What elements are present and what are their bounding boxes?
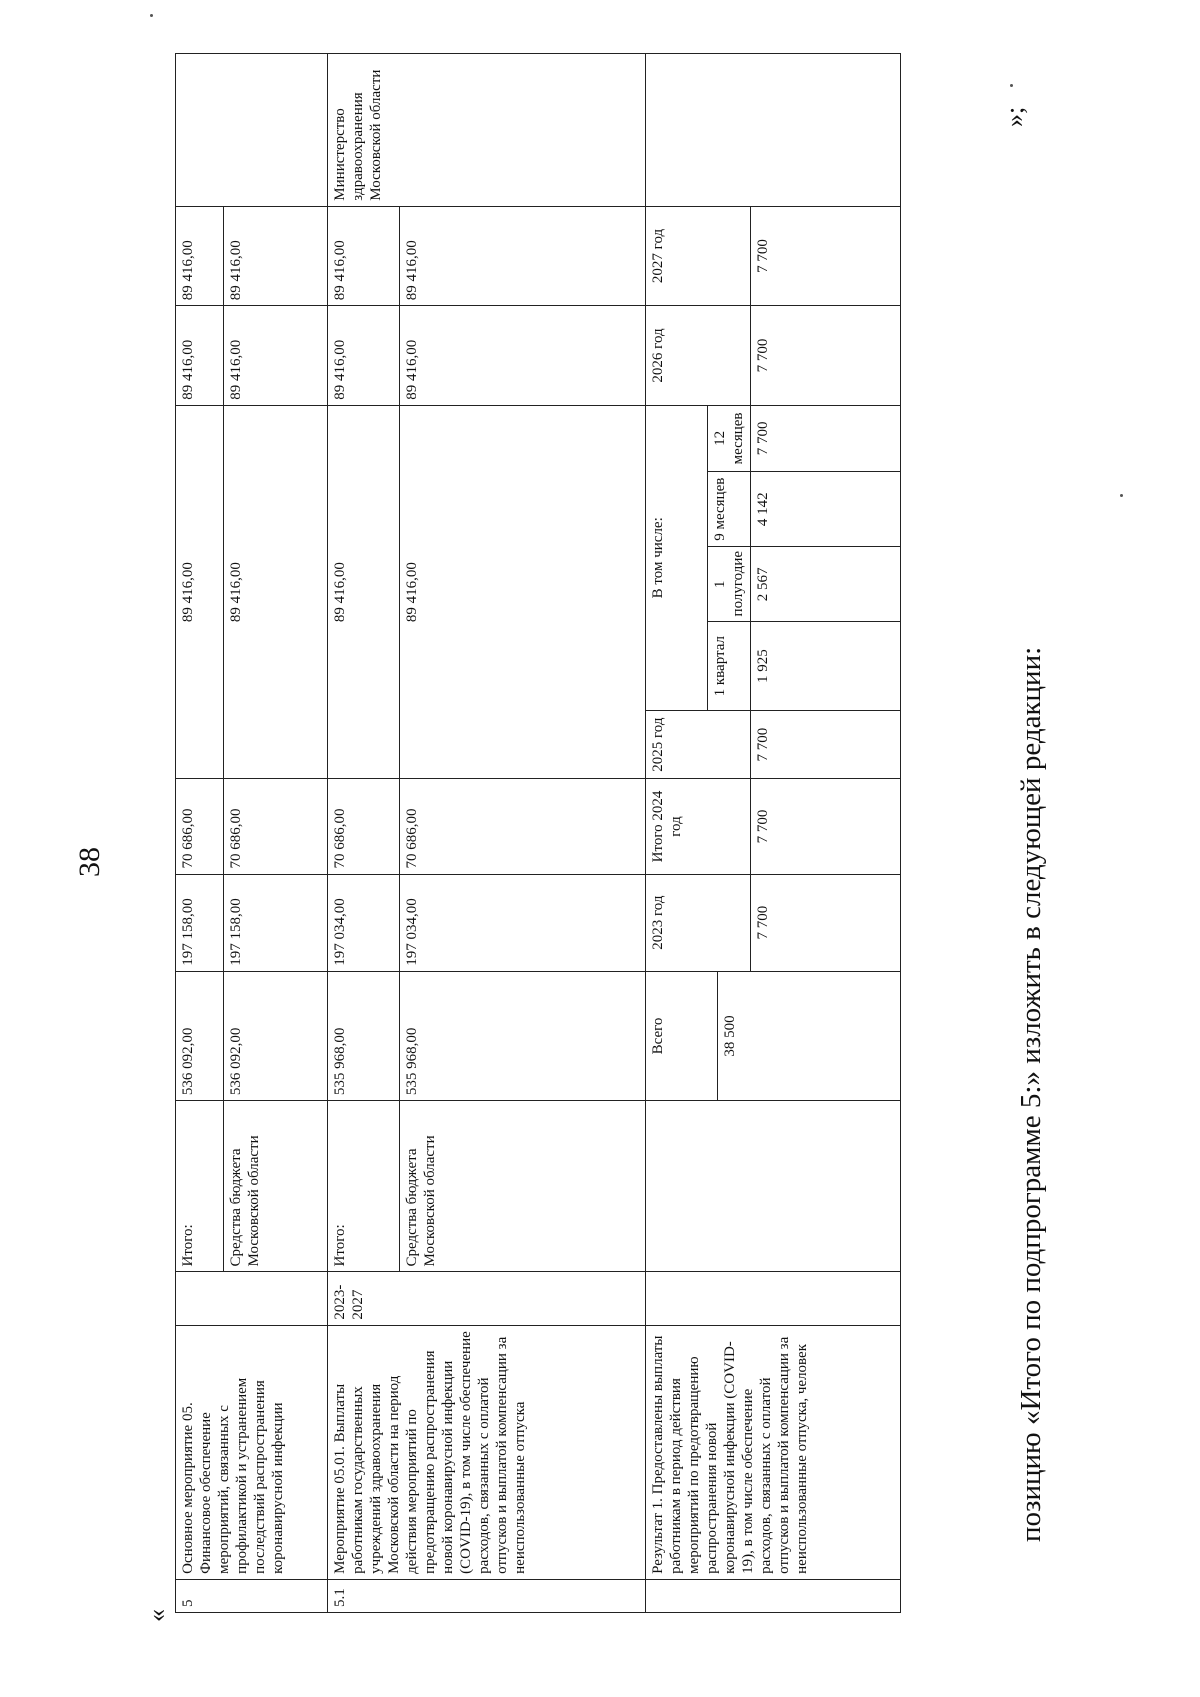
source-2027-value: 89 416,00 bbox=[224, 206, 328, 306]
total-2027-value: 89 416,00 bbox=[176, 206, 224, 306]
page-number: 38 bbox=[73, 847, 106, 877]
total-2024-value: 70 686,00 bbox=[328, 779, 400, 874]
result-source-cell bbox=[646, 1101, 901, 1272]
activity-name: Мероприятие 05.01. Выплаты работникам государственных учреждений здравоохранения Московской области на период действия мероприятий по предотвращению распространения новой коронавирусной инфекции (COVID-19), в том числе обеспечение расходов, связанных с оплатой отпусков и выплатой компенсации за неиспользованные отпуска bbox=[328, 1325, 646, 1579]
activity-name: Основное мероприятие 05. Финансовое обеспечение мероприятий, связанных с профилактикой и устранением последствий распространения коронавирусной инфекции bbox=[176, 1325, 328, 1579]
result-name: Результат 1. Предоставлены выплаты работникам в период действия мероприятий по предотвращению распространения новой коронавирусной инфекции (COVID-19), в том числе обеспечение расходов, связанных с оплатой отпусков и выплатой компенсации за неиспользованные отпуска, человек bbox=[646, 1325, 901, 1579]
responsible-cell: Министерство здравоохранения Московской области bbox=[328, 54, 646, 207]
scan-speck bbox=[1010, 84, 1013, 87]
header-2024: Итого 2024 год bbox=[646, 779, 751, 874]
total-2024-value: 70 686,00 bbox=[176, 779, 224, 874]
source-all-value: 535 968,00 bbox=[400, 971, 646, 1100]
source-2023-value: 197 158,00 bbox=[224, 874, 328, 971]
value-total: 38 500 bbox=[718, 971, 901, 1100]
period-cell: 2023-2027 bbox=[328, 1272, 646, 1325]
program-table bbox=[175, 53, 901, 1613]
result-number-cell bbox=[646, 1579, 901, 1612]
total-2026-value: 89 416,00 bbox=[176, 306, 224, 406]
value-2027: 7 700 bbox=[751, 206, 901, 306]
value-2024: 7 700 bbox=[751, 779, 901, 874]
total-label: Итого: bbox=[176, 1101, 224, 1272]
responsible-cell bbox=[176, 54, 328, 207]
total-all-value: 535 968,00 bbox=[328, 971, 400, 1100]
table-row bbox=[176, 54, 224, 1613]
table-row bbox=[328, 54, 400, 1613]
source-2026-value: 89 416,00 bbox=[224, 306, 328, 406]
total-2026-value: 89 416,00 bbox=[328, 306, 400, 406]
source-2026-value: 89 416,00 bbox=[400, 306, 646, 406]
result-responsible-cell bbox=[646, 54, 901, 207]
header-including: В том числе: bbox=[646, 405, 708, 710]
header-months-9: 9 месяцев bbox=[708, 472, 751, 547]
scan-speck bbox=[1120, 494, 1123, 497]
value-2025: 7 700 bbox=[751, 710, 901, 779]
header-months-12: 12 месяцев bbox=[708, 405, 751, 471]
opening-quote-mark: « bbox=[142, 1609, 171, 1622]
source-2027-value: 89 416,00 bbox=[400, 206, 646, 306]
total-all-value: 536 092,00 bbox=[176, 971, 224, 1100]
value-months-12: 7 700 bbox=[751, 405, 901, 471]
value-2023: 7 700 bbox=[751, 874, 901, 971]
period-cell bbox=[176, 1272, 328, 1325]
source-2023-value: 197 034,00 bbox=[400, 874, 646, 971]
total-2025-value: 89 416,00 bbox=[176, 405, 224, 779]
value-half-year-1: 2 567 bbox=[751, 547, 901, 622]
total-2025-value: 89 416,00 bbox=[328, 405, 400, 779]
closing-quote-mark: »; bbox=[1000, 106, 1029, 127]
total-2027-value: 89 416,00 bbox=[328, 206, 400, 306]
table-row bbox=[646, 54, 708, 1613]
row-number: 5 bbox=[176, 1579, 328, 1612]
source-label: Средства бюджета Московской области bbox=[224, 1101, 328, 1272]
source-label: Средства бюджета Московской области bbox=[400, 1101, 646, 1272]
result-period-cell bbox=[646, 1272, 901, 1325]
instruction-text: позицию «Итого по подпрограмме 5:» изложить в следующей редакции: bbox=[1015, 646, 1047, 1542]
source-2025-value: 89 416,00 bbox=[400, 405, 646, 779]
total-label: Итого: bbox=[328, 1101, 400, 1272]
value-2026: 7 700 bbox=[751, 306, 901, 406]
header-2026: 2026 год bbox=[646, 306, 751, 406]
header-2023: 2023 год bbox=[646, 874, 751, 971]
value-quarter-1: 1 925 bbox=[751, 622, 901, 710]
total-2023-value: 197 034,00 bbox=[328, 874, 400, 971]
source-all-value: 536 092,00 bbox=[224, 971, 328, 1100]
header-half-year-1: 1 полугодие bbox=[708, 547, 751, 622]
source-2024-value: 70 686,00 bbox=[224, 779, 328, 874]
header-quarter-1: 1 квартал bbox=[708, 622, 751, 710]
row-number: 5.1 bbox=[328, 1579, 646, 1612]
scan-speck bbox=[150, 14, 153, 17]
source-2024-value: 70 686,00 bbox=[400, 779, 646, 874]
value-months-9: 4 142 bbox=[751, 472, 901, 547]
header-2027: 2027 год bbox=[646, 206, 751, 306]
source-2025-value: 89 416,00 bbox=[224, 405, 328, 779]
header-total: Всего bbox=[646, 971, 718, 1100]
header-2025: 2025 год bbox=[646, 710, 751, 779]
total-2023-value: 197 158,00 bbox=[176, 874, 224, 971]
